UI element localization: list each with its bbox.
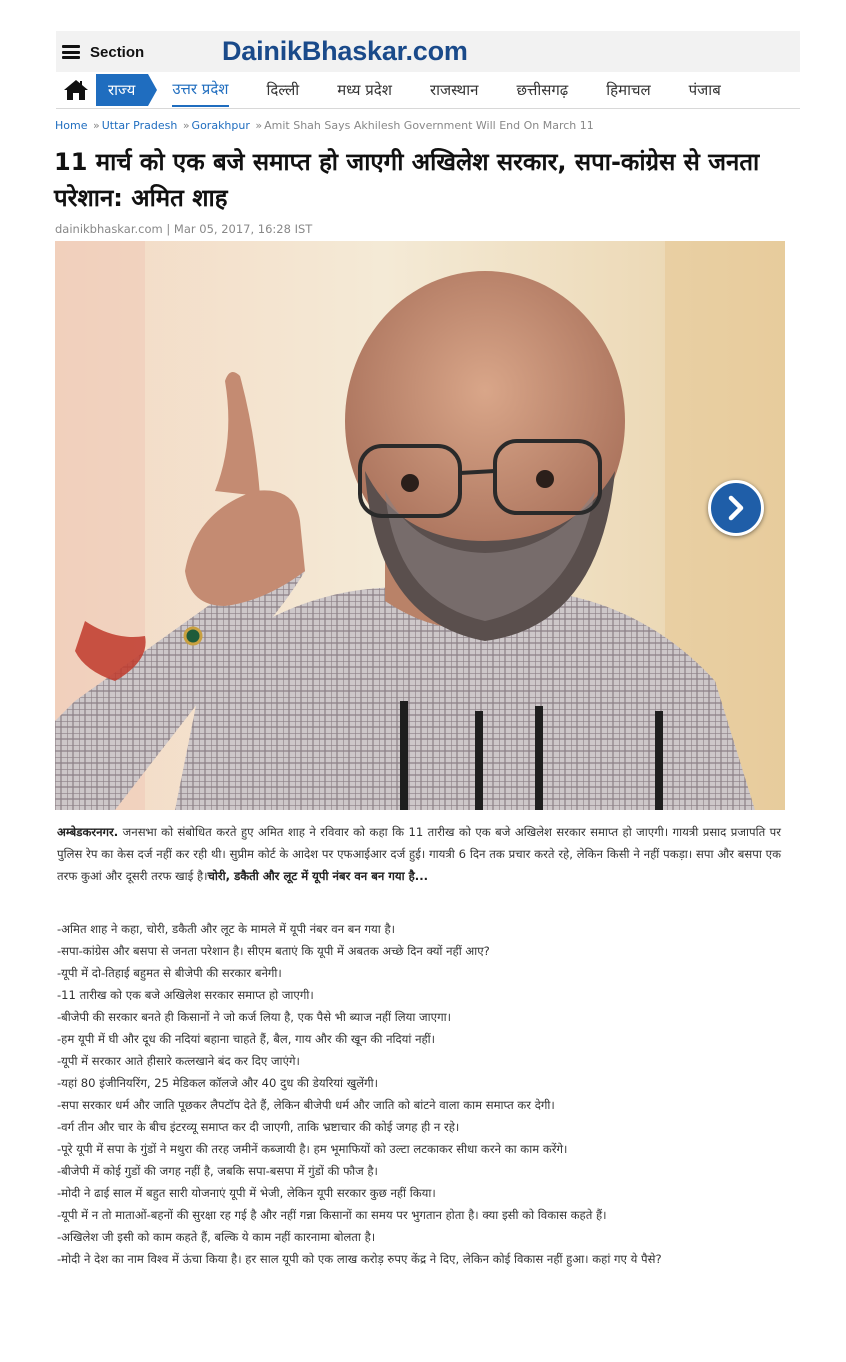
- lead-text: जनसभा को संबोधित करते हुए अमित शाह ने रविवार को कहा कि 11 तारीख को एक बजे अखिलेश सरकार समाप्त हो जाएगी। गायत्री प्रसाद प्रजापति पर पुलिस रेप का केस दर्ज नहीं कर रही थी। सुप्रीम कोर्ट के आदेश पर एफआईआर दर्ज हुई। गायत्री 6 दिन तक प्रचार करते रहे, लेकिन किसी ने नहीं पकड़ा। सपा और बसपा एक तरफ कुआं और दूसरी तरफ खाई है।: [57, 825, 781, 883]
- breadcrumb-separator: »: [182, 119, 190, 132]
- nav-item-delhi[interactable]: दिल्ली: [266, 81, 300, 99]
- nav-item-chhattisgarh[interactable]: छत्तीसगढ़: [516, 81, 569, 99]
- lead-dateline: अम्बेडकरनगर.: [57, 825, 119, 839]
- list-item: -अमित शाह ने कहा, चोरी, डकैती और लूट के मामले में यूपी नंबर वन बन गया है।: [57, 922, 396, 936]
- hamburger-icon: [62, 45, 80, 59]
- list-item: -सपा-कांग्रेस और बसपा से जनता परेशान है। सीएम बताएं कि यूपी में अबतक अच्छे दिन क्यों नहीं आए?: [57, 944, 490, 958]
- list-item: -मोदी ने ढाई साल में बहुत सारी योजनाएं यूपी में भेजी, लेकिन यूपी सरकार कुछ नहीं किया।: [57, 1186, 436, 1200]
- article-date: Mar 05, 2017, 16:28 IST: [173, 222, 313, 236]
- state-nav: [56, 72, 800, 109]
- next-photo-button[interactable]: [708, 480, 764, 536]
- home-icon: [63, 79, 89, 101]
- breadcrumb-separator: »: [255, 119, 263, 132]
- list-item: -बीजेपी की सरकार बनते ही किसानों ने जो कर्ज लिया है, एक पैसे भी ब्याज नहीं लिया जाएगा।: [57, 1010, 451, 1024]
- list-item: -यूपी में न तो माताओं-बहनों की सुरक्षा रह गई है और नहीं गन्ना किसानों का समय पर भुगतान होता है। क्या इसी को विकास कहते हैं।: [57, 1208, 607, 1222]
- breadcrumb-current: Amit Shah Says Akhilesh Government Will End On March 11: [264, 119, 594, 132]
- nav-item-rajasthan[interactable]: राजस्थान: [429, 81, 479, 99]
- article-photo[interactable]: [55, 241, 785, 810]
- lead-bold: चोरी, डकैती और लूट में यूपी नंबर वन बन गया है...: [207, 869, 429, 883]
- breadcrumb-separator: »: [92, 119, 100, 132]
- state-dropdown[interactable]: राज्य: [96, 74, 148, 106]
- list-item: -सपा सरकार धर्म और जाति पूछकर लैपटॉप देते हैं, लेकिन बीजेपी धर्म और जाति को बांटने वाला काम समाप्त कर देगी।: [57, 1098, 555, 1112]
- list-item: -वर्ग तीन और चार के बीच इंटरव्यू समाप्त कर दी जाएगी, ताकि भ्रष्टाचार की कोई जगह ही न रहे।: [57, 1120, 460, 1134]
- site-logo[interactable]: DainikBhaskar.com: [222, 36, 468, 66]
- list-item: -बीजेपी में कोई गुडों की जगह नहीं है, जबकि सपा-बसपा में गुंडों की फौज है।: [57, 1164, 378, 1178]
- article-meta: [55, 222, 312, 236]
- article-lead: [57, 821, 781, 887]
- list-item: -पूरे यूपी में सपा के गुंडों ने मथुरा की तरह जमीनें कब्जायी है। हम भूमाफियों को उल्टा लटकाकर सीधा करने का काम करेंगे।: [57, 1142, 568, 1156]
- article-title: 11 मार्च को एक बजे समाप्त हो जाएगी अखिलेश सरकार, सपा-कांग्रेस से जनता परेशान: अमित शाह: [54, 148, 760, 212]
- list-item: -यूपी में सरकार आते हीसारे कत्लखाने बंद कर दिए जाएंगे।: [57, 1054, 300, 1068]
- home-link[interactable]: [56, 72, 96, 108]
- nav-item-himachal[interactable]: हिमाचल: [606, 81, 651, 99]
- section-menu-label: Section: [90, 43, 145, 61]
- list-item: -यहां 80 इंजीनियरिंग, 25 मेडिकल कॉलजे और 40 दुध की डेयरियां खुलेंगी।: [57, 1076, 379, 1090]
- breadcrumb-state[interactable]: Uttar Pradesh: [101, 119, 178, 132]
- breadcrumb-city[interactable]: Gorakhpur: [191, 119, 250, 132]
- section-menu-button[interactable]: [62, 40, 144, 64]
- nav-item-uttar-pradesh[interactable]: उत्तर प्रदेश: [172, 73, 228, 107]
- list-item: -मोदी ने देश का नाम विश्व में ऊंचा किया है। हर साल यूपी को एक लाख करोड़ रुपए केंद्र ने दिए, लेकिन कोई विकास नहीं हुआ। कहां गए ये पैसे?: [57, 1252, 662, 1266]
- article-source: dainikbhaskar.com: [55, 222, 163, 236]
- site-header: [56, 31, 800, 72]
- article-points: [57, 918, 781, 1270]
- breadcrumb-home[interactable]: Home: [55, 119, 88, 132]
- meta-separator: |: [166, 222, 171, 236]
- list-item: -हम यूपी में घी और दूध की नदियां बहाना चाहते हैं, बैल, गाय और की खून की नदियां नहीं।: [57, 1032, 436, 1046]
- chevron-right-icon: [725, 495, 747, 521]
- photo-illustration: [55, 241, 785, 810]
- breadcrumb: [55, 119, 594, 132]
- nav-item-punjab[interactable]: पंजाब: [688, 81, 721, 99]
- nav-item-madhya-pradesh[interactable]: मध्य प्रदेश: [337, 81, 392, 99]
- list-item: -11 तारीख को एक बजे अखिलेश सरकार समाप्त हो जाएगी।: [57, 988, 314, 1002]
- list-item: -यूपी में दो-तिहाई बहुमत से बीजेपी की सरकार बनेगी।: [57, 966, 282, 980]
- list-item: -अखिलेश जी इसी को काम कहते हैं, बल्कि ये काम नहीं कारनामा बोलता है।: [57, 1230, 376, 1244]
